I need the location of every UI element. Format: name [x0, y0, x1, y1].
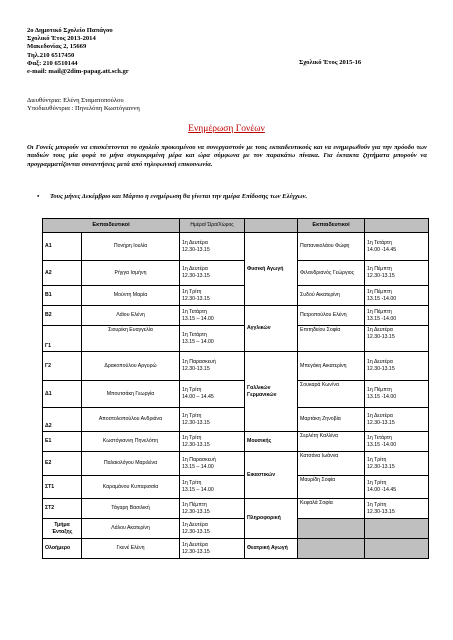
- school-year: Σχολικό Έτος 2015-16: [299, 59, 362, 66]
- school-name: 2ο Δημοτικό Σχολείο Παπάγου: [27, 27, 113, 34]
- time-cell-right: 1η Τετάρτη 14.00 -14.45: [365, 233, 429, 261]
- class-cell: Ε2: [43, 452, 82, 476]
- table-row: [43, 352, 429, 381]
- time-cell-right: 1η Πέμπτη 12.30-13.15: [365, 261, 429, 286]
- class-cell: Β1: [43, 286, 82, 306]
- table-row: [43, 452, 429, 476]
- table-row: [43, 326, 429, 352]
- time-cell: 1η Δευτέρα 12.30-13.15: [180, 539, 245, 559]
- school-year-old: Σχολικό Έτος 2013-2014: [27, 35, 96, 43]
- header-blank: [245, 219, 298, 233]
- schedule-table: [42, 218, 429, 559]
- subject-cell: Θεατρική Αγωγή: [245, 539, 298, 559]
- class-cell: Α2: [43, 261, 82, 286]
- class-cell: Δ2: [43, 408, 82, 432]
- teacher-cell: Δρακοπούλου Αργυρώ: [82, 352, 180, 381]
- time-cell: 1η Τετάρτη 13.15 – 14.00: [180, 326, 245, 352]
- teacher-cell: Πονήρη Ιουλία: [82, 233, 180, 261]
- time-cell: 1η Τρίτη 12.30-13.15: [180, 286, 245, 306]
- time-cell-right: 1η Δευτέρα 12.30-13.15: [365, 326, 429, 352]
- teacher-cell-right: Φιλανδριανός Γεώργιος: [298, 261, 365, 286]
- bullet-item: [37, 193, 426, 201]
- teacher-cell: Γκενέ Ελένη: [82, 539, 180, 559]
- teacher-cell-right: Επιτηδείου Σοφία: [298, 326, 365, 352]
- time-cell-right: 1η Πέμπτη 13.15 -14.00: [365, 381, 429, 408]
- time-cell: 1η Πέμπτη 12.30-13.15: [180, 499, 245, 519]
- time-cell-right: 1η Πέμπτη 13.15 -14.00: [365, 306, 429, 326]
- teacher-cell-right: Μαυρίδη Σοφία: [298, 476, 365, 499]
- time-cell: 1η Παρασκευή 13.15 – 14.00: [180, 452, 245, 476]
- time-cell-right: 1η Τρίτη 14.00 -14.45: [365, 476, 429, 499]
- teacher-cell: Αποστολοπούλου Ανδριάνα: [82, 408, 180, 432]
- director: Διευθύντρια: Ελένη Σταματοπούλου: [27, 97, 124, 104]
- subject-cell: Εικαστικών: [245, 452, 298, 499]
- empty-cell: [365, 519, 429, 539]
- class-cell: Ε1: [43, 432, 82, 452]
- time-cell-right: 1η Τετάρτη 13.15 -14.00: [365, 432, 429, 452]
- time-cell-right: 1η Τρίτη 12.30-13.15: [365, 452, 429, 476]
- table-header-row: [43, 219, 429, 233]
- school-phone: Τηλ.210 6517450: [27, 51, 75, 59]
- header-time: Ημέρα/ Ώρα/Χώρος: [180, 219, 245, 233]
- table-row: [43, 381, 429, 408]
- teacher-cell-right: Μαρτάκη Ζηνοβία: [298, 408, 365, 432]
- table-row: [43, 286, 429, 306]
- subject-cell: Πληροφορική: [245, 499, 298, 539]
- class-cell: Δ1: [43, 381, 82, 408]
- deputy-director: Υποδιευθύντρια : Πηνελόπη Κωστόγιαννη: [27, 105, 140, 113]
- class-cell: ΣΤ1: [43, 476, 82, 499]
- teacher-cell-right: Συδού Αικατερίνη: [298, 286, 365, 306]
- bullet-text: Τους μήνες Δεκέμβριο και Μάρτιο η ενημέρωση θα γίνεται την ημέρα Επίδοσης των Ελέγχων.: [50, 193, 308, 200]
- teacher-cell: Ρήγγα Ισμήνη: [82, 261, 180, 286]
- table-row: [43, 306, 429, 326]
- time-cell: 1η Δευτέρα 12.30-13.15: [180, 261, 245, 286]
- table-row: [43, 233, 429, 261]
- teacher-cell-right: Μπεγάκη Αικατερίνη: [298, 352, 365, 381]
- teacher-cell-right: Σερλέτη Καλλίνα: [298, 432, 365, 452]
- teacher-cell-right: Κατσάνα Ιωάννα: [298, 452, 365, 476]
- time-cell: 1η Τρίτη 12.30-13.15: [180, 432, 245, 452]
- teacher-cell: Μούντη Μαρία: [82, 286, 180, 306]
- class-cell: Ολοήμερο: [43, 539, 82, 559]
- time-cell: 1η Τρίτη 13.15 – 14.00: [180, 476, 245, 499]
- time-cell-right: 1η Τρίτη 12.30-13.15: [365, 499, 429, 519]
- school-header: [27, 27, 129, 76]
- school-address: Μακεδονίας 2, 15669: [27, 43, 87, 51]
- subject-cell: Αγγλικών: [245, 306, 298, 352]
- staff-block: [27, 97, 140, 113]
- table-row: [43, 476, 429, 499]
- time-cell: 1η Τρίτη 12.30-13.15: [180, 408, 245, 432]
- table-row: [43, 539, 429, 559]
- class-cell: ΣΤ2: [43, 499, 82, 519]
- class-cell: Τμήμα Ένταξης: [43, 519, 82, 539]
- subject-cell: Φυσική Αγωγή: [245, 233, 298, 306]
- table-row: [43, 432, 429, 452]
- time-cell-right: 1η Δευτέρα 12.30-13.15: [365, 352, 429, 381]
- school-fax: Φαξ: 210 6510144: [27, 59, 78, 67]
- teacher-cell: Παλαιολόγου Μαριλένα: [82, 452, 180, 476]
- teacher-cell: Σιουρίκη Ευαγγελία: [82, 326, 180, 352]
- time-cell: 1η Δευτέρα 12.30-13.15: [180, 519, 245, 539]
- teacher-cell: Τάγαρη Βασιλική: [82, 499, 180, 519]
- time-cell-right: 1η Πέμπτη 13.15 -14.00: [365, 286, 429, 306]
- school-email: e-mail: mail@2dim-papag.att.sch.gr: [27, 68, 129, 76]
- empty-cell: [298, 539, 365, 559]
- table-row: [43, 499, 429, 519]
- subject-cell: Μουσικής: [245, 432, 298, 452]
- teacher-cell-right: Κεφαλά Σοφία: [298, 499, 365, 519]
- subject-cell: Γαλλικών Γερμανικών: [245, 352, 298, 432]
- time-cell: 1η Τρίτη 14.00 – 14.45: [180, 381, 245, 408]
- teacher-cell-right: Πετροπούλου Ελένη: [298, 306, 365, 326]
- class-cell: Γ2: [43, 352, 82, 381]
- time-cell-right: 1η Δευτέρα 12.30-13.15: [365, 408, 429, 432]
- teacher-cell: Καραμάνου Κυπαρισσία: [82, 476, 180, 499]
- table-row: [43, 408, 429, 432]
- bullet-mark: •: [37, 193, 40, 200]
- class-cell: Γ1: [43, 326, 82, 352]
- time-cell: 1η Τετάρτη 13.15 – 14.00: [180, 306, 245, 326]
- teacher-cell-right: Σουκαρά Κων/να: [298, 381, 365, 408]
- header-blank-2: [365, 219, 429, 233]
- teacher-cell: Μπουτσάκη Γεωργία: [82, 381, 180, 408]
- empty-cell: [365, 539, 429, 559]
- class-cell: Β2: [43, 306, 82, 326]
- time-cell: 1η Παρασκευή 12.30-13.15: [180, 352, 245, 381]
- table-row: [43, 261, 429, 286]
- class-cell: Α1: [43, 233, 82, 261]
- teacher-cell-right: Παπανικολάου Φώφη: [298, 233, 365, 261]
- table-row: [43, 519, 429, 539]
- teacher-cell: Λάλου Ακατερίνη: [82, 519, 180, 539]
- header-teachers-2: Εκπαιδευτικοί: [298, 219, 365, 233]
- page-title: Ενημέρωση Γονέων: [188, 124, 265, 134]
- header-teachers: Εκπαιδευτικοί: [43, 219, 180, 233]
- empty-cell: [298, 519, 365, 539]
- teacher-cell: Λάϊου Ελένη: [82, 306, 180, 326]
- intro-paragraph: Οι Γονείς μπορούν να επισκέπτονται το σχολείο προκειμένου να συνεργαστούν με τους εκπαιδευτικούς και να ενημερωθούν για την πρόοδο των παιδιών τους μία φορά το μήνα συγκεκριμένη μέρα και ώρα σύμφωνα με τον παρακάτω πίνακα. Για έκτακτα ζητήματα μπορούν να προγραμματίζονται συναντήσεις μετά από τηλεφωνική επικοινωνία.: [27, 144, 427, 168]
- time-cell: 1η Δευτέρα 12.30-13.15: [180, 233, 245, 261]
- teacher-cell: Κωστόγιαννη Πηνελόπη: [82, 432, 180, 452]
